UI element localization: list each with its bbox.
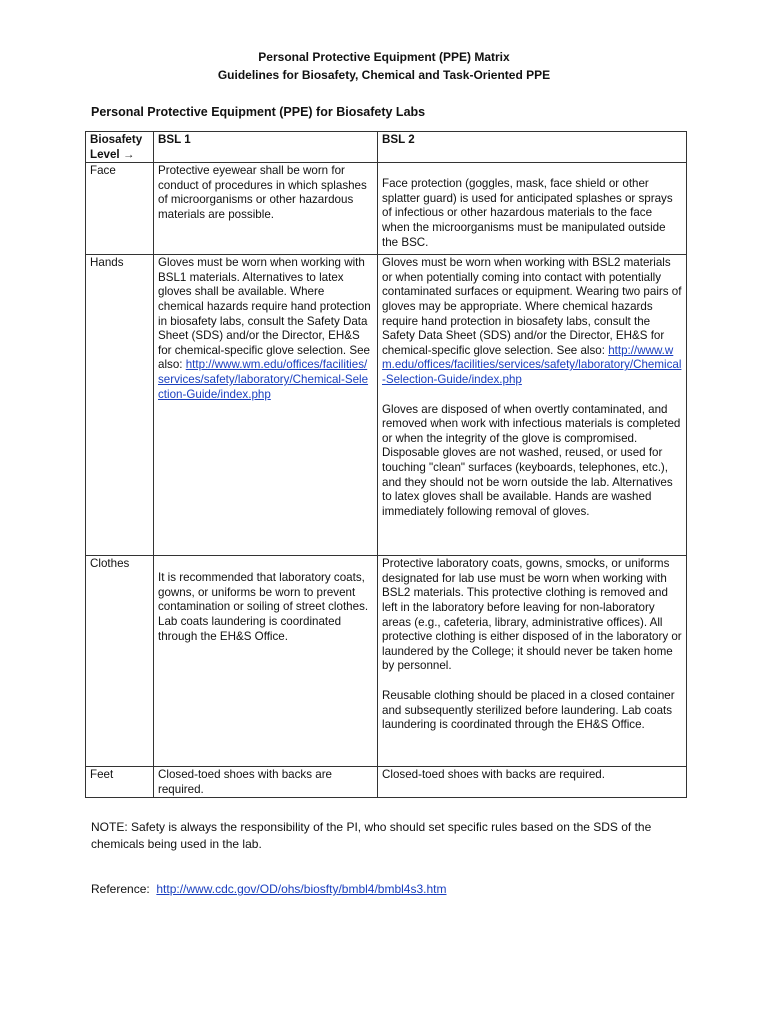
table-row-face [86, 163, 687, 255]
hands-bsl2-para2: Gloves are disposed of when overtly contaminated, and removed when work with infectious materials is completed or when the integrity of the glove is compromised. Disposable gloves are not washed, reused, or used for touching "clean" surfaces (keyboards, telephones, etc.), and they should not be worn outside the lab. Alternatives to latex gloves shall be available. Hands are washed immediately following removal of gloves. [382, 402, 681, 518]
hands-bsl2-text: Gloves must be worn when working with BSL2 materials or when potentially coming into contact with potentially contaminated surfaces or equipment. Wearing two pairs of gloves may be appropriate. Where chemical hazards require hand protection in biosafety labs, consult the Safety Data Sheet (SDS) and/or the Director, EH&S for chemical-specific glove selection. See also: [382, 256, 682, 357]
clothes-bsl2-para2: Reusable clothing should be placed in a closed container and subsequently sterilized before laundering. Lab coats laundering is coordinated through the EH&S Office. [382, 688, 675, 732]
hands-bsl1-text: Gloves must be worn when working with BSL1 materials. Alternatives to latex gloves shall be available. Where chemical hazards require hand protection in biosafety labs, consult the Safety Data Sheet (SDS) and/or the Director, EH&S for chemical-specific glove selection. See also: [158, 256, 371, 372]
row-label-clothes: Clothes [86, 556, 154, 767]
reference [91, 882, 447, 897]
table-row-clothes [86, 556, 687, 767]
row-label-face: Face [86, 163, 154, 255]
hands-bsl2-para1 [382, 256, 682, 387]
cell-face-bsl2: Face protection (goggles, mask, face shield or other splatter guard) is used for anticipated splashes or sprays of infectious or other hazardous materials to the face when the microorganisms must be manipulated outside the BSC. [378, 163, 687, 255]
header-bsl2: BSL 2 [378, 132, 687, 163]
cell-clothes-bsl1: It is recommended that laboratory coats, gowns, or uniforms be worn to prevent contamination or soiling of street clothes. Lab coats laundering is coordinated through the EH&S Office. [154, 556, 378, 767]
table-header-row [86, 132, 687, 163]
document-subtitle: Guidelines for Biosafety, Chemical and Task-Oriented PPE [217, 68, 551, 82]
table-row-feet [86, 767, 687, 798]
cell-hands-bsl2 [378, 255, 687, 556]
ppe-matrix-table [85, 131, 687, 798]
hands-bsl1-link[interactable]: http://www.wm.edu/offices/facilities/services/safety/laboratory/Chemical-Selection-Guide/index.php [158, 358, 369, 401]
cell-clothes-bsl2 [378, 556, 687, 767]
row-label-feet: Feet [86, 767, 154, 798]
cell-face-bsl1: Protective eyewear shall be worn for conduct of procedures in which splashes of microorganisms or other hazardous materials are possible. [154, 163, 378, 255]
cell-feet-bsl2: Closed-toed shoes with backs are required. [378, 767, 687, 798]
cell-feet-bsl1: Closed-toed shoes with backs are required. [154, 767, 378, 798]
cell-hands-bsl1 [154, 255, 378, 556]
header-bsl1: BSL 1 [154, 132, 378, 163]
header-biosafety-level: Biosafety Level → [86, 132, 154, 163]
section-heading: Personal Protective Equipment (PPE) for Biosafety Labs [91, 105, 426, 119]
reference-link[interactable]: http://www.cdc.gov/OD/ohs/biosfty/bmbl4/bmbl4s3.htm [156, 882, 447, 896]
table-row-hands [86, 255, 687, 556]
hands-bsl2-link[interactable]: http://www.wm.edu/offices/facilities/services/safety/laboratory/Chemical-Selection-Guide/index.php [382, 343, 682, 386]
document-title: Personal Protective Equipment (PPE) Matrix [258, 50, 510, 64]
clothes-bsl2-para1: Protective laboratory coats, gowns, smocks, or uniforms designated for lab use must be worn when working with BSL2 materials. This protective clothing is removed and left in the laboratory before leaving for non-laboratory areas (e.g., cafeteria, library, administrative offices). All protective clothing is either disposed of in the laboratory or laundered by the College; it should never be taken home by personnel. [382, 557, 682, 673]
row-label-hands: Hands [86, 255, 154, 556]
safety-note: NOTE: Safety is always the responsibility of the PI, who should set specific rules based on the SDS of the chemicals being used in the lab. [91, 820, 652, 851]
reference-label: Reference: [91, 882, 150, 896]
